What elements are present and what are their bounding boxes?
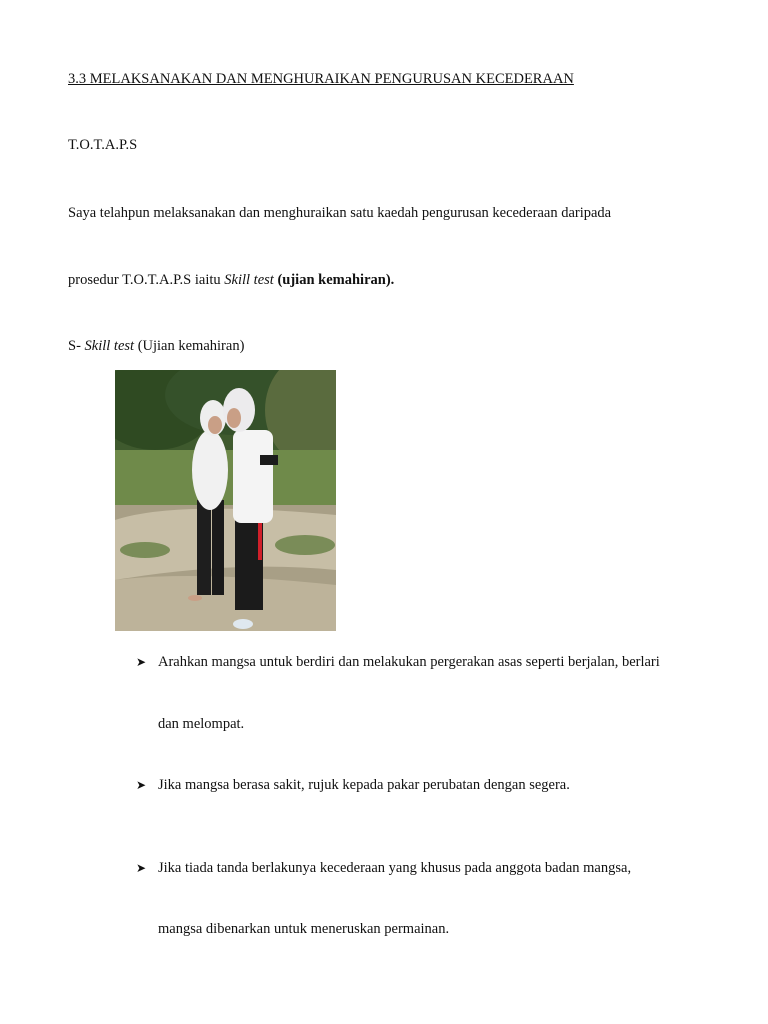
intro-line-2: [68, 271, 394, 289]
skill-prefix: S-: [68, 338, 85, 354]
bullet-item-1: [136, 653, 660, 671]
bullet-item-2: [136, 776, 570, 794]
skill-test-photo: [115, 370, 336, 631]
bullet-3-continuation: mangsa dibenarkan untuk meneruskan permainan.: [158, 921, 450, 937]
bullet-item-3: [136, 859, 631, 877]
bullet-3-text: Jika tiada tanda berlakunya kecederaan yang khusus pada anggota badan mangsa,: [158, 860, 632, 876]
skill-italic: Skill test: [84, 338, 135, 354]
skill-test-label: [68, 337, 244, 355]
bullet-1-continuation: dan melompat.: [158, 716, 245, 732]
bullet-1-text: Arahkan mangsa untuk berdiri dan melakukan pergerakan asas seperti berjalan, berlari: [158, 654, 660, 670]
section-heading: 3.3 MELAKSANAKAN DAN MENGHURAIKAN PENGURUSAN KECEDERAAN: [68, 71, 574, 87]
bullet-2-text: Jika mangsa berasa sakit, rujuk kepada pakar perubatan dengan segera.: [158, 777, 570, 793]
skill-suffix: (Ujian kemahiran): [134, 338, 245, 354]
arrow-bullet-icon: ➤: [136, 861, 147, 875]
intro-line-1: Saya telahpun melaksanakan dan menghuraikan satu kaedah pengurusan kecederaan daripada: [68, 205, 612, 221]
arrow-bullet-icon: ➤: [136, 655, 147, 669]
arrow-bullet-icon: ➤: [136, 778, 147, 792]
intro-prefix: prosedur T.O.T.A.P.S iaitu: [68, 272, 225, 288]
intro-italic: Skill test: [224, 272, 274, 288]
subheading: T.O.T.A.P.S: [68, 137, 138, 153]
intro-bold: (ujian kemahiran).: [277, 272, 395, 288]
